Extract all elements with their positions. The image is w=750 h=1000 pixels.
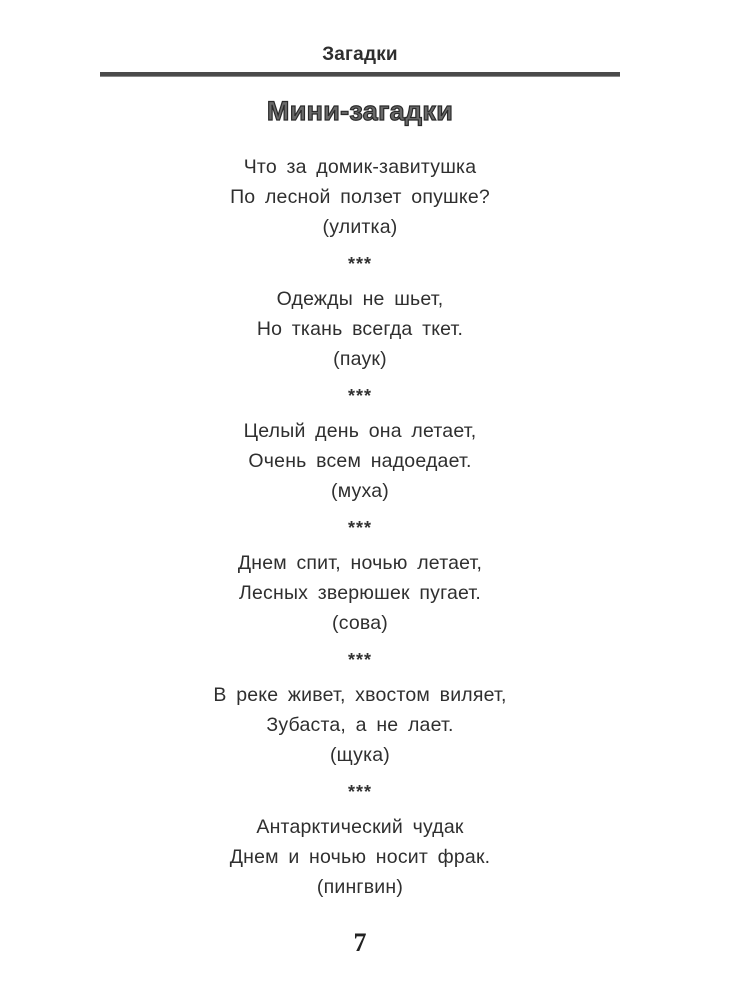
riddle-answer: (муха) [331, 480, 389, 502]
riddle-answer: (паук) [333, 348, 387, 370]
running-header: Загадки [322, 44, 398, 65]
riddle-line: Днем спит, ночью летает, [237, 552, 483, 574]
riddle [100, 152, 620, 242]
riddle-list [100, 152, 620, 902]
riddle-line: По лесной ползет опушке? [230, 186, 490, 208]
riddle-line: Зубаста, а не лает. [266, 714, 454, 736]
riddle-answer: (улитка) [322, 216, 398, 238]
riddle-line: В реке живет, хвостом виляет, [213, 684, 507, 706]
header-rule [100, 72, 620, 77]
riddle-line: Днем и ночью носит фрак. [229, 846, 491, 868]
riddle-line: Целый день она летает, [243, 420, 477, 442]
riddle-line: Одежды не шьет, [276, 288, 444, 310]
riddle-separator: *** [347, 518, 372, 538]
riddle-separator: *** [347, 254, 372, 274]
riddle-answer: (пингвин) [316, 876, 404, 898]
riddle-line: Очень всем надоедает. [248, 450, 472, 472]
page-title: Мини-загадки [266, 96, 454, 126]
riddle-answer: (щука) [329, 744, 390, 766]
riddle [100, 416, 620, 506]
riddle-line: Но ткань всегда ткет. [256, 318, 464, 340]
riddle [100, 548, 620, 638]
riddle-line: Что за домик-завитушка [243, 156, 477, 178]
riddle-separator: *** [347, 782, 372, 802]
riddle [100, 680, 620, 770]
riddle-separator: *** [347, 386, 372, 406]
riddle-line: Лесных зверюшек пугает. [238, 582, 481, 604]
riddle-separator: *** [347, 650, 372, 670]
riddle [100, 812, 620, 902]
riddle-line: Антарктический чудак [256, 816, 464, 838]
page-number: 7 [353, 928, 367, 957]
riddle-answer: (сова) [332, 612, 388, 634]
riddle [100, 284, 620, 374]
